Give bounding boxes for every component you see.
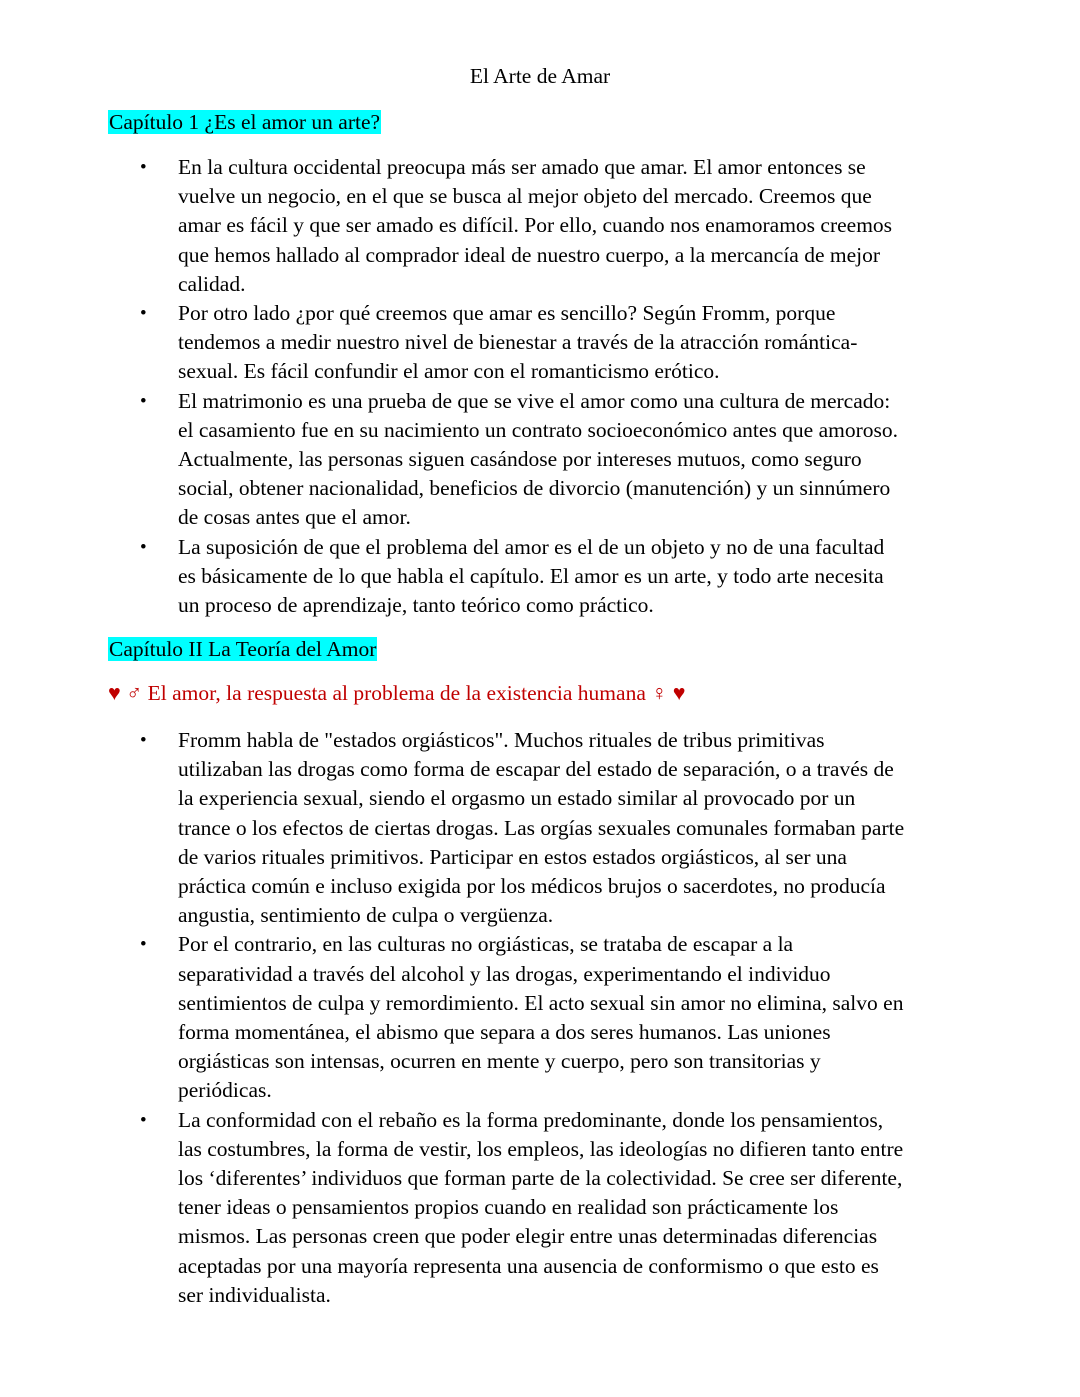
- list-item: [0, 387, 1080, 533]
- paragraph-line: Actualmente, las personas siguen casándose por intereses mutuos, como seguro: [178, 447, 862, 472]
- paragraph-line: tener ideas o pensamientos propios cuando en realidad son prácticamente los: [178, 1195, 839, 1220]
- bullet-icon: •: [140, 934, 147, 956]
- list-item: [0, 299, 1080, 387]
- paragraph-line: utilizaban las drogas como forma de escapar del estado de separación, o a través de: [178, 757, 894, 782]
- male-symbol-icon: ♂: [126, 681, 143, 705]
- paragraph-line: aceptadas por una mayoría representa una ausencia de conformismo o que esto es: [178, 1253, 879, 1278]
- bullet-icon: •: [140, 536, 147, 558]
- paragraph-line: La suposición de que el problema del amor es el de un objeto y no de una facultad: [178, 534, 885, 559]
- paragraph-line: Por el contrario, en las culturas no orgiásticas, se trataba de escapar a la: [178, 932, 794, 957]
- list-item: [0, 533, 1080, 621]
- paragraph-line: de varios rituales primitivos. Participar en estos estados orgiásticos, al ser una: [178, 844, 847, 869]
- subheading-text: El amor, la respuesta al problema de la existencia humana: [147, 681, 646, 705]
- list-item: [0, 930, 1080, 1105]
- heart-icon: ♥: [108, 681, 121, 705]
- paragraph-line: mismos. Las personas creen que poder elegir entre unas determinadas diferencias: [178, 1224, 878, 1249]
- list-item: [0, 153, 1080, 299]
- chapter-1-heading-text: Capítulo 1 ¿Es el amor un arte?: [109, 110, 381, 134]
- heart-icon: ♥: [672, 681, 686, 705]
- bullet-icon: •: [140, 157, 147, 178]
- paragraph-line: forma momentánea, el abismo que separa a dos seres humanos. Las uniones: [178, 1020, 831, 1045]
- paragraph-line: social, obtener nacionalidad, beneficios de divorcio (manutención) y un sinnúmero: [178, 476, 891, 501]
- paragraph-line: Por otro lado ¿por qué creemos que amar es sencillo? Según Fromm, porque: [178, 301, 836, 326]
- paragraph-line: tendemos a medir nuestro nivel de bienestar a través de la atracción romántica-: [178, 330, 858, 355]
- paragraph-line: sentimientos de culpa y remordimiento. El acto sexual sin amor no elimina, salvo en: [178, 990, 904, 1015]
- chapter-1-heading: [108, 109, 381, 136]
- list-item: [0, 726, 1080, 930]
- paragraph-line: trance o los efectos de ciertas drogas. Las orgías sexuales comunales formaban parte: [178, 815, 905, 840]
- paragraph-line: de cosas antes que el amor.: [178, 505, 411, 530]
- chapter-2-subheading: [108, 679, 686, 708]
- paragraph-line: separatividad a través del alcohol y las drogas, experimentando el individuo: [178, 961, 831, 986]
- paragraph-line: La conformidad con el rebaño es la forma predominante, donde los pensamientos,: [178, 1107, 884, 1132]
- paragraph-line: el casamiento fue en su nacimiento un contrato socioeconómico antes que amoroso.: [178, 417, 899, 442]
- paragraph-line: los ‘diferentes’ individuos que forman parte de la colectividad. Se cree ser diferente,: [178, 1166, 903, 1191]
- paragraph-line: angustia, sentimiento de culpa o vergüenza.: [178, 903, 554, 928]
- paragraph-line: En la cultura occidental preocupa más ser amado que amar. El amor entonces se: [178, 155, 866, 179]
- paragraph-line: vuelve un negocio, en el que se busca al mejor objeto del mercado. Creemos que: [178, 184, 872, 209]
- paragraph-line: orgiásticas son intensas, ocurren en mente y cuerpo, pero son transitorias y: [178, 1049, 821, 1074]
- paragraph-line: práctica común e incluso exigida por los médicos brujos o sacerdotes, no producía: [178, 874, 886, 899]
- bullet-icon: •: [140, 730, 147, 751]
- paragraph-line: la experiencia sexual, siendo el orgasmo un estado similar al provocado por un: [178, 786, 856, 811]
- paragraph-line: calidad.: [178, 271, 246, 296]
- paragraph-line: es básicamente de lo que habla el capítulo. El amor es un arte, y todo arte necesita: [178, 563, 884, 588]
- chapter-2-bullet-list: [0, 726, 1080, 1310]
- chapter-2-heading-text: Capítulo II La Teoría del Amor: [109, 637, 377, 661]
- paragraph-line: Fromm habla de "estados orgiásticos". Muchos rituales de tribus primitivas: [178, 728, 825, 752]
- paragraph-line: ser individualista.: [178, 1282, 331, 1307]
- female-symbol-icon: ♀: [651, 681, 668, 705]
- list-item: [0, 1106, 1080, 1310]
- document-title: El Arte de Amar: [469, 64, 611, 88]
- bullet-icon: •: [140, 390, 147, 412]
- bullet-icon: •: [140, 1109, 147, 1131]
- bullet-icon: •: [140, 303, 147, 325]
- chapter-1-bullet-list: [0, 153, 1080, 620]
- paragraph-line: amar es fácil y que ser amado es difícil. Por ello, cuando nos enamoramos creemos: [178, 213, 893, 238]
- paragraph-line: sexual. Es fácil confundir el amor con el romanticismo erótico.: [178, 359, 720, 384]
- chapter-2-heading: [108, 636, 377, 663]
- paragraph-line: las costumbres, la forma de vestir, los empleos, las ideologías no difieren tanto entre: [178, 1136, 904, 1161]
- paragraph-line: un proceso de aprendizaje, tanto teórico como práctico.: [178, 593, 654, 618]
- paragraph-line: El matrimonio es una prueba de que se vive el amor como una cultura de mercado:: [178, 388, 891, 413]
- paragraph-line: que hemos hallado al comprador ideal de nuestro cuerpo, a la mercancía de mejor: [178, 242, 881, 267]
- paragraph-line: periódicas.: [178, 1078, 272, 1103]
